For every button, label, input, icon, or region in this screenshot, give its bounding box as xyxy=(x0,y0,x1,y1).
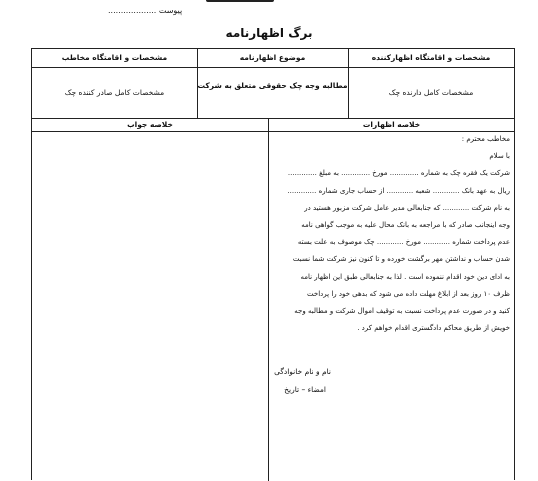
declaration-body xyxy=(272,131,510,337)
body-line: ریال به عهد بانک ............ شعبه ............ از حساب جاری شماره ............. xyxy=(287,186,510,195)
body-line: ظرف ۱۰ روز بعد از ابلاغ مهلت داده می شود که بدهی خود را پرداخت xyxy=(307,289,510,298)
divider xyxy=(268,118,269,481)
header-sender: مشخصات و اقامتگاه اظهارکننده xyxy=(371,53,491,62)
signature-name-label: نام و نام خانوادگی xyxy=(274,367,331,376)
body-line: عدم پرداخت شماره ............ مورخ ............ چک موصوف به علت بسته xyxy=(297,238,510,247)
signature-date-label: امضاء – تاریخ xyxy=(284,385,326,394)
subject-text: مطالبه وجه چک حقوقی متعلق به شرکت xyxy=(197,81,348,90)
body-line: با سلام xyxy=(489,152,510,161)
body-line: خویش از طریق محاکم دادگستری اقدام خواهم کرد . xyxy=(357,324,510,333)
attachment-label: پیوست ................... xyxy=(108,6,183,15)
response-summary-header: خلاصه جواب xyxy=(127,120,173,129)
body-line: شرکت یک فقره چک به شماره ............. مورخ ............. به مبلغ ............. xyxy=(287,169,510,178)
divider xyxy=(32,67,514,68)
body-line: وجه اینجانب صادر که با مراجعه به بانک محال علیه به موجب گواهی نامه xyxy=(301,221,510,230)
declarations-summary-header: خلاصه اظهارات xyxy=(362,120,421,129)
sender-details: مشخصات کامل دارنده چک xyxy=(388,88,474,97)
declaration-form-table xyxy=(31,48,515,480)
body-line: به ادای دین خود اقدام ننموده است . لذا به جنابعالی طبق این اظهار نامه xyxy=(300,272,510,281)
header-subject: موضوع اظهارنامه xyxy=(239,53,306,62)
recipient-details: مشخصات کامل صادر کننده چک xyxy=(64,88,165,97)
body-line: شدن حساب و نداشتن مهر برگشت خورده و تا کنون نیز شرکت شما نسبت xyxy=(292,255,510,264)
header-recipient: مشخصات و اقامتگاه مخاطب xyxy=(61,53,168,62)
form-title: برگ اظهارنامه xyxy=(225,26,313,40)
cropped-heading-fragment xyxy=(206,0,274,2)
body-line: کنید و در صورت عدم پرداخت نسبت به توقیف اموال شرکت و مطالبه وجه xyxy=(294,307,510,316)
body-line: مخاطب محترم : xyxy=(461,135,510,143)
page-top-area xyxy=(0,0,538,20)
divider xyxy=(32,118,514,119)
body-line: به نام شرکت ............ که جنابعالی مدیر عامل شرکت مزبور هستید در xyxy=(304,203,510,212)
